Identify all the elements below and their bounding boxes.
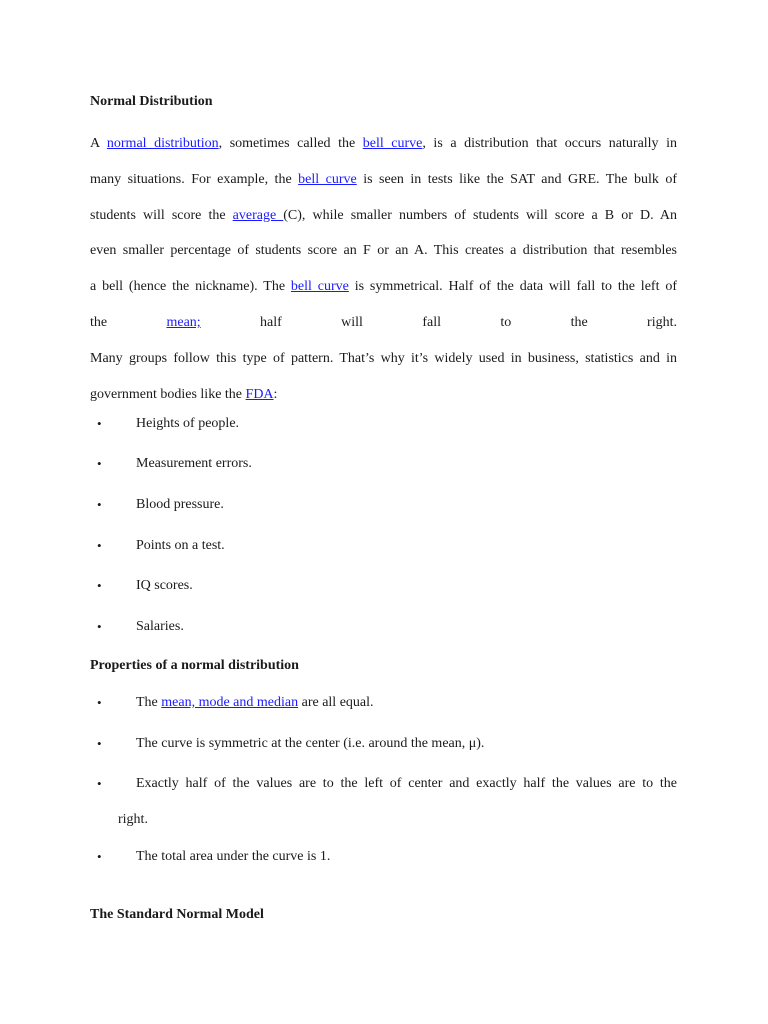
bullet-icon: • xyxy=(97,578,102,593)
link-normal-distribution[interactable]: normal distribution xyxy=(106,136,219,151)
paragraph-line: even smaller percentage of students score an F or an A. This creates a distribution that resembles xyxy=(90,243,677,259)
link-mean[interactable]: mean; xyxy=(166,314,201,330)
link-mean-mode-median[interactable]: mean, mode and median xyxy=(161,695,299,710)
intro-paragraph xyxy=(90,126,677,412)
bullet-icon: • xyxy=(97,695,102,710)
heading-standard-normal-model: The Standard Normal Model xyxy=(90,907,264,922)
bullet-icon: • xyxy=(97,497,102,512)
paragraph-line: Many groups follow this type of pattern. That’s why it’s widely used in business, statistics and in xyxy=(90,350,677,366)
bullet-icon: • xyxy=(97,736,102,751)
bullet-icon: • xyxy=(97,619,102,634)
bullet-icon: • xyxy=(97,776,102,791)
list-item-continuation: right. xyxy=(118,812,148,827)
paragraph-line: a bell (hence the nickname). The bell curve is symmetrical. Half of the data will fall to the left of xyxy=(90,279,677,295)
link-fda[interactable]: FDA xyxy=(245,386,274,402)
paragraph-line: A normal distribution, sometimes called the bell curve, is a distribution that occurs naturally in xyxy=(90,136,677,151)
bullet-icon: • xyxy=(97,456,102,471)
paragraph-line: students will score the average (C), while smaller numbers of students will score a B or D. An xyxy=(90,207,677,223)
heading-properties: Properties of a normal distribution xyxy=(90,658,299,673)
bullet-icon: • xyxy=(97,416,102,431)
bullet-icon: • xyxy=(97,849,102,864)
link-average[interactable]: average xyxy=(232,207,284,223)
link-bell-curve[interactable]: bell curve xyxy=(298,171,357,187)
link-bell-curve[interactable]: bell curve xyxy=(290,279,349,295)
heading-normal-distribution: Normal Distribution xyxy=(90,94,213,109)
paragraph-line: many situations. For example, the bell curve is seen in tests like the SAT and GRE. The bulk of xyxy=(90,171,678,187)
paragraph-line-justified: the mean; half will fall to the right. xyxy=(90,314,677,330)
paragraph-line: government bodies like the FDA: xyxy=(90,386,278,402)
link-bell-curve[interactable]: bell curve xyxy=(362,136,423,151)
bullet-icon: • xyxy=(97,538,102,553)
